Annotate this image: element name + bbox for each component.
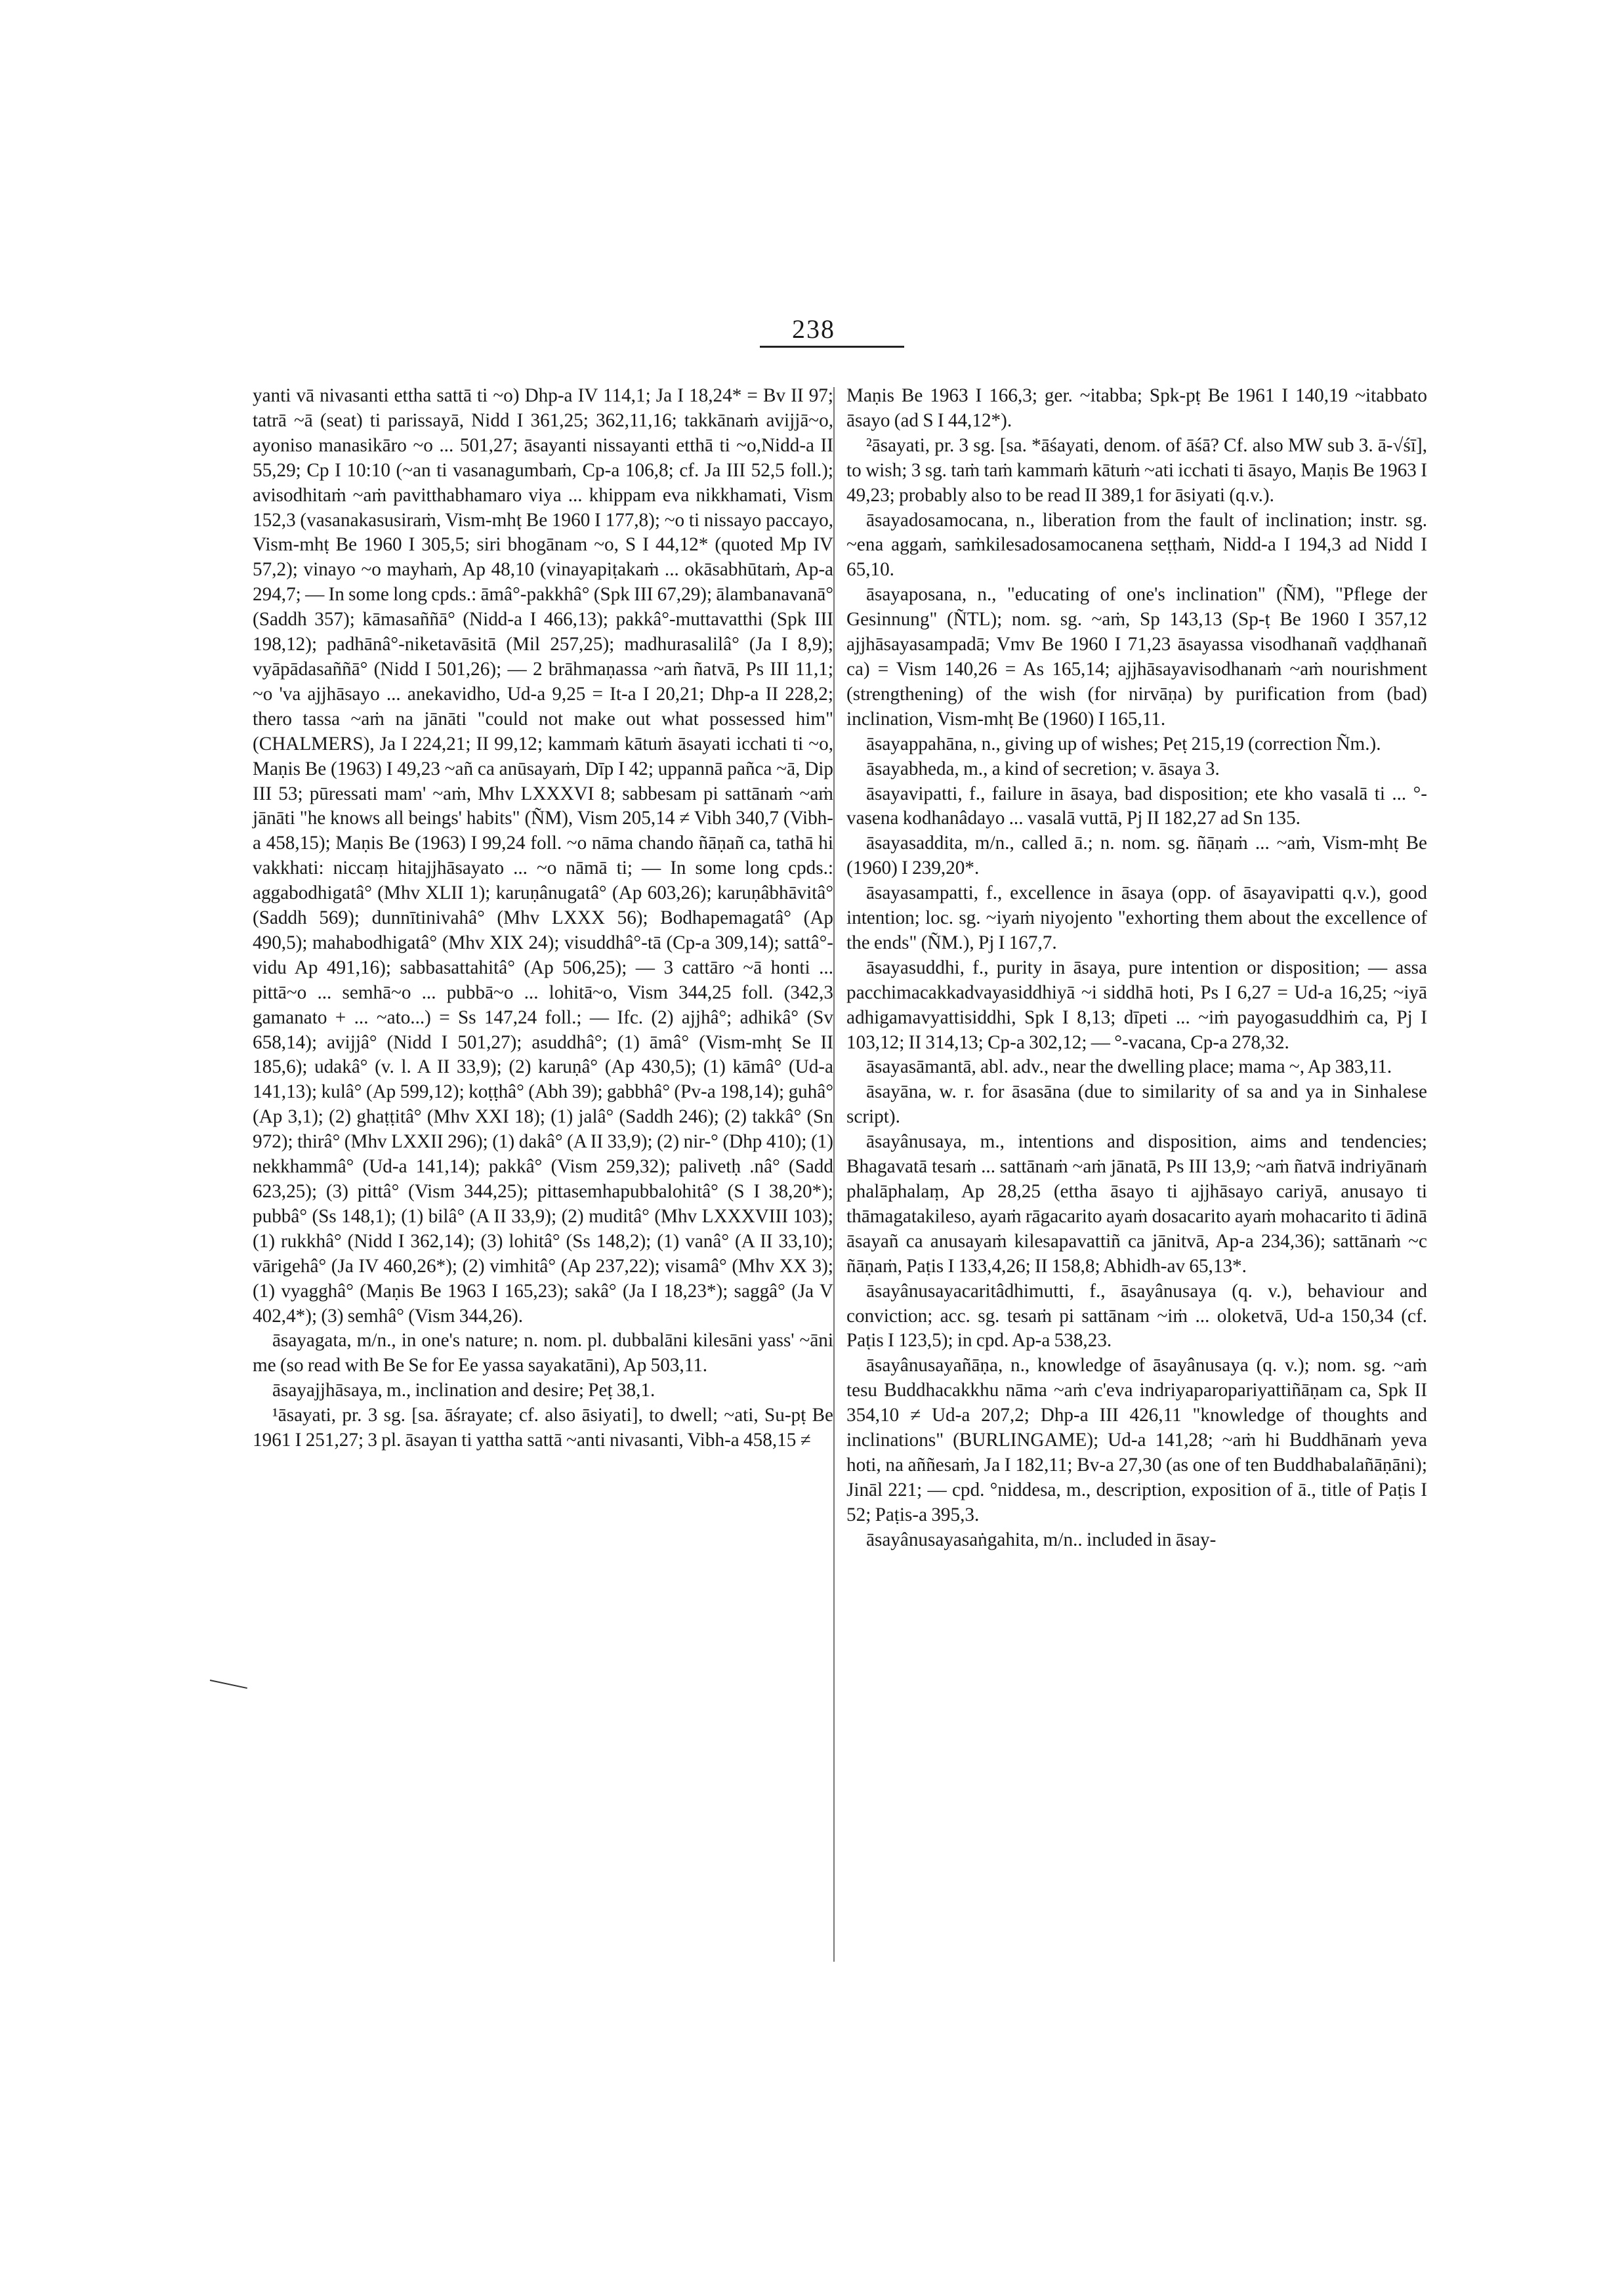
left-column [253, 384, 833, 1453]
dictionary-entry: āsayabheda, m., a kind of secretion; v. āsaya 3. [866, 758, 1220, 779]
dictionary-entry: āsayasuddhi, f., purity in āsaya, pure intention or disposition; — assa pacchimacakkadvayasiddhiyā ~i siddhā hoti, Ps I 6,27 = Ud-a 16,25; ~iyā adhigamavyattisiddhi, Spk I 8,13; dīpeti ... ~iṁ payogasuddhiṁ ca, Pj I 103,12; II 314,13; Cp-a 302,12; — °-vacana, Cp-a 278,32. [846, 957, 1427, 1053]
dictionary-entry: āsayappahāna, n., giving up of wishes; Peṭ 215,19 (correction Ñm.). [866, 733, 1381, 755]
dictionary-entry: āsayadosamocana, n., liberation from the fault of inclination; instr. sg. ~ena aggaṁ, saṁkilesadosamocanena seṭṭhaṁ, Nidd-a I 194,3 ad Nidd I 65,10. [846, 509, 1427, 581]
dictionary-entry: āsayaposana, n., "educating of one's inclination" (ÑM), "Pflege der Gesinnung" (ÑTL); nom. sg. ~aṁ, Sp 143,13 (Sp-ṭ Be 1960 I 357,12 ajjhāsayasampadā; Vmv Be 1960 I 71,23 āsayassa visodhanañ vaḍḍhanañ ca) = Vism 140,26 = As 165,14; ajjhāsayavisodhanaṁ ~aṁ nourishment (strengthening) of the wish (for nirvāṇa) by purification from (bad) inclination, Vism-mhṭ Be (1960) I 165,11. [846, 584, 1427, 730]
dictionary-entry: āsayasaddita, m/n., called ā.; n. nom. sg. ñāṇaṁ ... ~aṁ, Vism-mhṭ Be (1960) I 239,20*. [846, 833, 1427, 879]
dictionary-entry: āsayāna, w. r. for āsasāna (due to similarity of sa and ya in Sinhalese script). [846, 1081, 1427, 1128]
dictionary-entry: āsayagata, m/n., in one's nature; n. nom. pl. dubbalāni kilesāni yass' ~āni me (so read with Be Se for Ee yassa sayakatāni), Ap 503,11. [253, 1330, 833, 1376]
margin-correction-mark [210, 1680, 247, 1689]
dictionary-entry: āsayavipatti, f., failure in āsaya, bad disposition; ete kho vasalā ti ... °-vasena kodhanâdayo ... vasalā vuttā, Pj II 182,27 ad Sn 135. [846, 783, 1427, 829]
dictionary-entry: āsayasāmantā, abl. adv., near the dwelling place; mama ~, Ap 383,11. [866, 1056, 1392, 1078]
dictionary-entry: ²āsayati, pr. 3 sg. [sa. *āśayati, denom. of āśā? Cf. also MW sub 3. ā-√śī], to wish; 3 sg. taṁ taṁ kammaṁ kātuṁ ~ati icchati ti āsayo, Maṇis Be 1963 I 49,23; probably also to be read II 389,1 for āsiyati (q.v.). [846, 434, 1427, 506]
dictionary-entry: āsayasampatti, f., excellence in āsaya (opp. of āsayavipatti q.v.), good intention; loc. sg. ~iyaṁ niyojento "exhorting them about the excellence of the ends" (ÑM.), Pj I 167,7. [846, 882, 1427, 953]
dictionary-entry: āsayânusayañāṇa, n., knowledge of āsayânusaya (q. v.); nom. sg. ~aṁ tesu Buddhacakkhu nāma ~aṁ c'eva indriyaparopariyattiñāṇam ca, Spk II 354,10 ≠ Ud-a 207,2; Dhp-a III 426,11 "knowledge of thoughts and inclinations" (BURLINGAME); Ud-a 141,28; ~aṁ hi Buddhānaṁ yeva hoti, na aññesaṁ, Ja I 182,11; Bv-a 27,30 (as one of ten Buddhabalañāṇāni); Jināl 221; — cpd. °niddesa, m., description, exposition of ā., title of Paṭis I 52; Paṭis-a 395,3. [846, 1355, 1427, 1525]
dictionary-entry: ¹āsayati, pr. 3 sg. [sa. āśrayate; cf. also āsiyati], to dwell; ~ati, Su-pṭ Be 1961 I 251,27; 3 pl. āsayan ti yattha sattā ~anti nivasanti, Vibh-a 458,15 ≠ [253, 1405, 833, 1451]
dictionary-entry: āsayajjhāsaya, m., inclination and desire; Peṭ 38,1. [272, 1380, 656, 1401]
dictionary-entry: āsayânusayasaṅgahita, m/n.. included in āsay- [866, 1529, 1217, 1550]
dictionary-entry-continuation: yanti vā nivasanti ettha sattā ti ~o) Dhp-a IV 114,1; Ja I 18,24* = Bv II 97; tatrā ~ā (seat) ti parissayā, Nidd I 361,25; 362,11,16; takkānaṁ avijjā~o, ayoniso manasikāro ~o ... 501,27; āsayanti nissayanti etthā ti ~o,Nidd-a II 55,29; Cp I 10:10 (~an ti vasanagumbaṁ, Cp-a 106,8; cf. Ja III 52,5 foll.); avisodhitaṁ ~aṁ pavitthabhamaro viya ... khippam eva nikkhamati, Vism 152,3 (vasanakasusiraṁ, Vism-mhṭ Be 1960 I 177,8); ~o ti nissayo paccayo, Vism-mhṭ Be 1960 I 305,5; siri bhogānam ~o, S I 44,12* (quoted Mp IV 57,2); vinayo ~o mayhaṁ, Ap 48,10 (vinayapiṭakaṁ ... okāsabhūtaṁ, Ap-a 294,7; — In some long cpds.: āmâ°-pakkhâ° (Spk III 67,29); ālambanavanā° (Saddh 357); kāmasaññā° (Nidd-a I 466,13); pakkâ°-muttavatthi (Spk III 198,12); padhānâ°-niketavāsitā (Mil 257,25); madhurasalilâ° (Ja I 8,9); vyāpādasaññā° (Nidd I 501,26); — 2 brāhmaṇassa ~aṁ ñatvā, Ps III 11,1; ~o 'va ajjhāsayo ... anekavidho, Ud-a 9,25 = It-a I 20,21; Dhp-a II 228,2; thero tassa ~aṁ na jānāti "could not make out what possessed him" (CHALMERS), Ja I 224,21; II 99,12; kammaṁ kātuṁ āsayati icchati ti ~o, Maṇis Be (1963) I 49,23 ~añ ca anūsayaṁ, Dīp I 42; uppannā pañca ~ā, Dip III 53; pūressati mam' ~aṁ, Mhv LXXXVI 8; sabbesam pi sattānaṁ ~aṁ jānāti "he knows all beings' habits" (ÑM), Vism 205,14 ≠ Vibh 340,7 (Vibh-a 458,15); Maṇis Be (1963) I 99,24 foll. ~o nāma chando ñāṇañ ca, tathā hi vakkhati: niccaṃ hitajjhāsayato ... ~o nāmā ti; — In some long cpds.: aggabodhigatâ° (Mhv XLII 1); karuṇânugatâ° (Ap 603,26); karuṇâbhāvitâ° (Saddh 569); dunnītinivahâ° (Mhv LXXX 56); Bodhapemagatâ° (Ap 490,5); mahabodhigatâ° (Mhv XIX 24); visuddhâ°-tā (Cp-a 309,14); sattâ°-vidu Ap 491,16); sabbasattahitâ° (Ap 506,25); — 3 cattāro ~ā honti ... pittā~o ... semhā~o ... pubbā~o ... lohitā~o, Vism 344,25 foll. (342,3 gamanato + ... ~ato...) = Ss 147,24 foll.; — Ifc. (2) ajjhâ°; adhikâ° (Sv 658,14); avijjâ° (Nidd I 501,27); asuddhâ°; (1) āmâ° (Vism-mhṭ Se II 185,6); udakâ° (v. l. A II 33,9); (2) karuṇâ° (Ap 430,5); (1) kāmâ° (Ud-a 141,13); kulâ° (Ap 599,12); koṭṭhâ° (Abh 39); gabbhâ° (Pv-a 198,14); guhâ° (Ap 3,1); (2) ghaṭṭitâ° (Mhv XXI 18); (1) jalâ° (Saddh 246); (2) takkâ° (Sn 972); thirâ° (Mhv LXXII 296); (1) dakâ° (A II 33,9); (2) nir-° (Dhp 410); (1) nekkhammâ° (Ud-a 141,14); pakkâ° (Vism 259,32); palivetḥ .nâ° (Sadd 623,25); (3) pittâ° (Vism 344,25); pittasemhapubbalohitâ° (S I 38,20*); pubbâ° (Ss 148,1); (1) bilâ° (A II 33,9); (2) muditâ° (Mhv LXXXVIII 103); (1) rukkhâ° (Nidd I 362,14); (3) lohitâ° (Ss 148,2); (1) vanâ° (A II 33,10); vārigehâ° (Ja IV 460,26*); (2) vimhitâ° (Ap 237,22); visamâ° (Mhv XX 3); (1) vyagghâ° (Maṇis Be 1963 I 165,23); sakâ° (Ja I 18,23*); saggâ° (Ja V 402,4*); (3) semhâ° (Vism 344,26). [253, 385, 834, 1327]
dictionary-entry-continuation: Maṇis Be 1963 I 166,3; ger. ~itabba; Spk-pṭ Be 1961 I 140,19 ~itabbato āsayo (ad S I 44,12*). [846, 385, 1427, 431]
right-column [846, 384, 1427, 1553]
page-number-underline [760, 346, 904, 348]
dictionary-entry: āsayânusaya, m., intentions and disposition, aims and tendencies; Bhagavatā tesaṁ ... sattānaṁ ~aṁ jānatā, Ps III 13,9; ~aṁ ñatvā indriyānaṁ phalāphalaṃ, Ap 28,25 (ettha āsayo ti ajjhāsayo cariyā, anusayo ti thāmagatakileso, ayaṁ rāgacarito ayaṁ dosacarito ayaṁ mohacarito ti ādinā āsayañ ca anusayaṁ kilesapavattiñ ca jānitvā, Ap-a 234,36); sattānaṁ ~c ñāṇaṁ, Paṭis I 133,4,26; II 158,8; Abhidh-av 65,13*. [846, 1131, 1427, 1277]
page-number: 238 [792, 314, 835, 344]
dictionary-entry: āsayânusayacaritâdhimutti, f., āsayânusaya (q. v.), behaviour and conviction; acc. sg. tesaṁ pi sattānam ~iṁ ... oloketvā, Ud-a 150,34 (cf. Paṭis I 123,5); in cpd. Ap-a 538,23. [846, 1280, 1427, 1352]
column-divider [833, 387, 835, 1962]
